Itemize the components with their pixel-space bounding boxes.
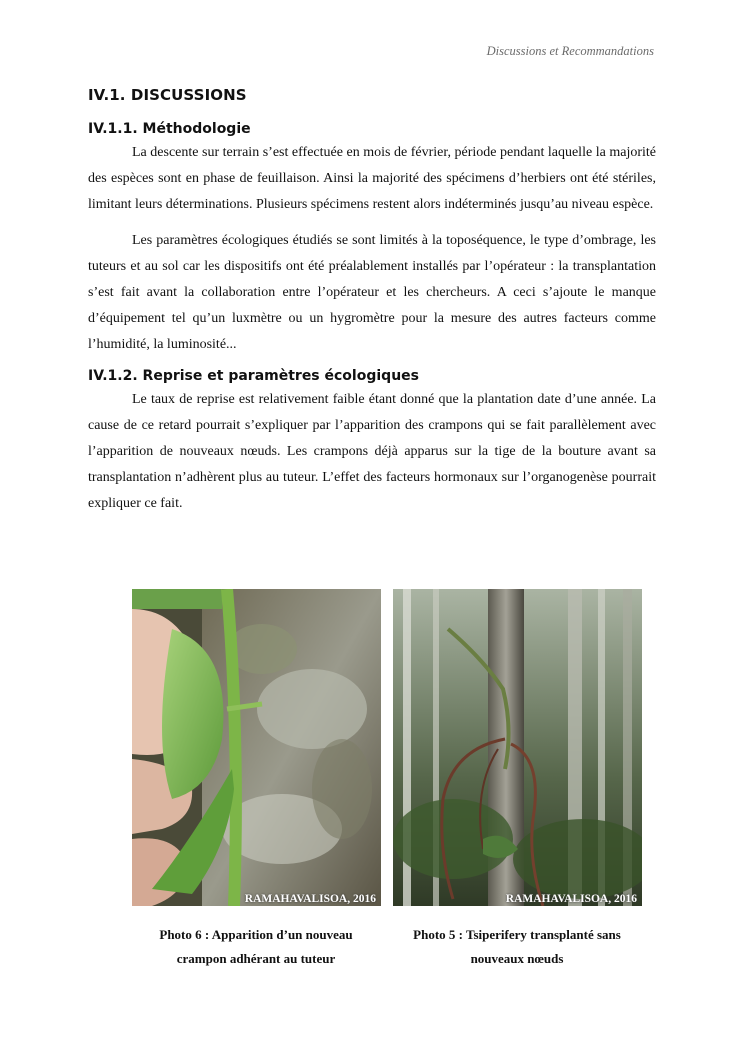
- photo-crampon: [132, 589, 381, 906]
- photo-tsiperifery: [393, 589, 642, 906]
- photo-tsiperifery-image: [393, 589, 642, 906]
- subsection-title-methodologie: IV.1.1. Méthodologie: [88, 121, 251, 137]
- photo-crampon-image: [132, 589, 381, 906]
- caption-line: Photo 6 : Apparition d’un nouveau: [159, 927, 353, 942]
- paragraph: Les paramètres écologiques étudiés se sont limités à la toposéquence, le type d’ombrage, les tuteurs et au sol car les dispositifs ont été préalablement installés par l’opérateur : la transplantation s’est fait avant la collaboration entre l’opérateur et les chercheurs. A ceci s’ajoute le manque d’équipement tel qu’un luxmètre ou un hygromètre pour la mesure des autres facteurs comme l’humidité, la luminosité...: [88, 233, 656, 352]
- photo-caption: [126, 923, 386, 971]
- running-header: Discussions et Recommandations: [486, 44, 654, 58]
- paragraph: La descente sur terrain s’est effectuée en mois de février, période pendant laquelle la majorité des espèces sont en phase de feuillaison. Ainsi la majorité des spécimens d’herbiers ont été stériles, limitant leurs déterminations. Plusieurs spécimens restent alors indéterminés jusqu’au niveau espèce.: [88, 145, 656, 212]
- photo-caption: [387, 923, 647, 971]
- caption-line: nouveaux nœuds: [470, 951, 564, 966]
- document-body: [88, 86, 656, 517]
- photo-credit: RAMAHAVALISOA, 2016: [505, 893, 637, 905]
- caption-line: Photo 5 : Tsiperifery transplanté sans: [413, 927, 621, 942]
- section-title: IV.1. DISCUSSIONS: [88, 86, 247, 104]
- subsection-title-reprise: IV.1.2. Reprise et paramètres écologiques: [88, 368, 419, 384]
- paragraph: Le taux de reprise est relativement faible étant donné que la plantation date d’une année. La cause de ce retard pourrait s’expliquer par l’apparition des crampons qui se fait parallèlement avec l’apparition de nouveaux nœuds. Les crampons déjà apparus sur la tige de la bouture avant sa transplantation n’adhèrent plus au tuteur. L’effet des facteurs hormonaux sur l’organogenèse pourrait expliquer ce fait.: [88, 392, 656, 511]
- caption-line: crampon adhérant au tuteur: [176, 951, 336, 966]
- photo-credit: RAMAHAVALISOA, 2016: [244, 893, 376, 905]
